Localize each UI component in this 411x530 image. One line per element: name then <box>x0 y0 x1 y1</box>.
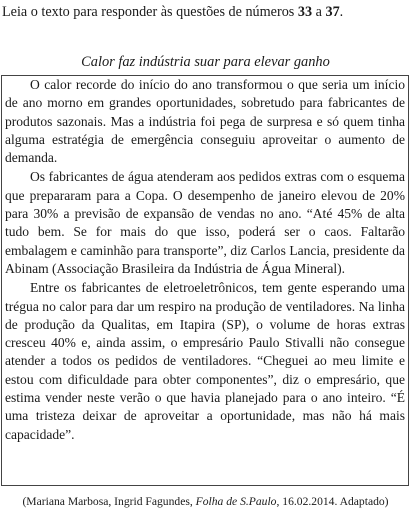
article-paragraph-3: Entre os fabricantes de eletroeletrônicos, tem gente esperando uma trégua no calor para dar um respiro na produção de ventiladores. Na linha de produção da Qualitas, em Itapira (SP), o volume de horas extras cresceu 40% e, ainda assim, o empresário Paulo Stivalli não consegue atender a todos os pedidos de ventiladores. “Cheguei ao meu limite e estou com dificuldade para obter componentes”, diz o empresário, que estima vender neste verão o que havia planejado para o ano inteiro. “É uma tristeza deixar de aproveitar a oportunidade, mas não há mais capacidade”. <box>5 280 405 442</box>
instruction-suffix: . <box>339 4 344 20</box>
reading-instruction <box>2 2 407 22</box>
instruction-connector: a <box>312 4 326 20</box>
instruction-prefix: Leia o texto para responder às questões de números <box>2 4 298 20</box>
article-title: Calor faz indústria suar para elevar ganho <box>81 54 330 70</box>
source-authors: (Mariana Marbosa, Ingrid Fagundes, <box>22 495 196 508</box>
source-publication: Folha de S.Paulo <box>195 495 277 508</box>
article-paragraph-1: O calor recorde do início do ano transformou o que seria um início de ano morno em grandes oportunidades, sobretudo para fabricantes de produtos sazonais. Mas a indústria foi pega de surpresa e só quem tinha alguma estratégia de emergência conseguiu aproveitar o aumento de demanda. <box>5 77 405 166</box>
last-question-number: 37 <box>325 4 340 20</box>
source-citation <box>0 494 411 510</box>
first-question-number: 33 <box>297 4 313 20</box>
source-details: , 16.02.2014. Adaptado) <box>276 495 389 508</box>
article-text-box <box>1 75 409 486</box>
article-paragraph-2: Os fabricantes de água atenderam aos pedidos extras com o esquema que prepararam para a Copa. O desempenho de janeiro elevou de 20% para 30% a previsão de expansão de vendas no ano. “Até 45% de alta tudo bem. Se for mais do que isso, poderá ser o caos. Faltarão embalagem e caminhão para transporte”, diz Carlos Lancia, presidente da Abinam (Associação Brasileira da Indústria de Água Mineral). <box>5 169 405 276</box>
